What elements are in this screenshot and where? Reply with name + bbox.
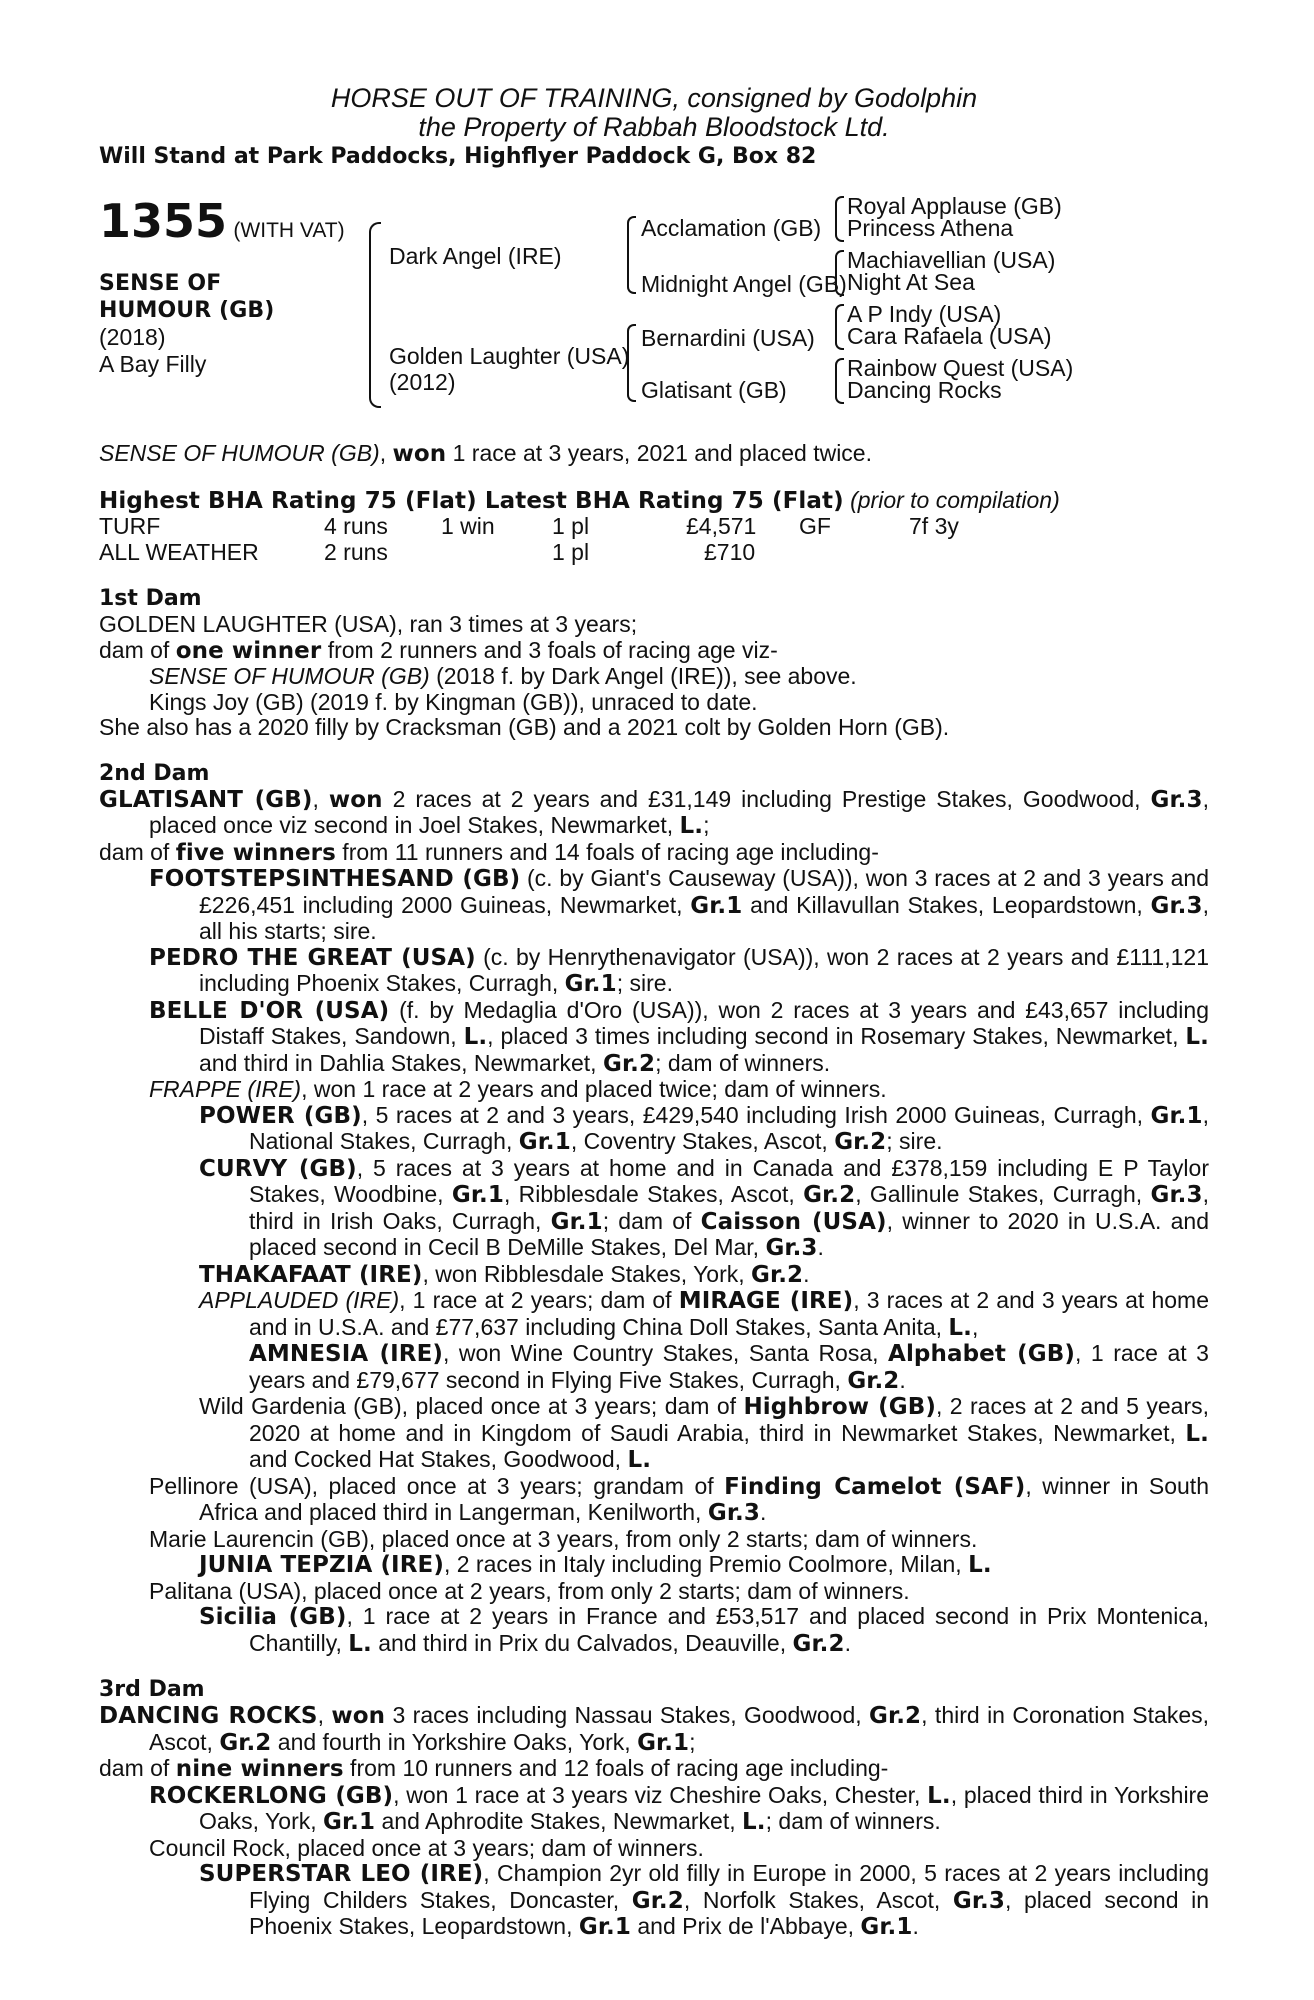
bold-text: Gr.2 (847, 1367, 900, 1394)
text-run: ; sire. (886, 1128, 943, 1154)
text-run: . (899, 1366, 906, 1393)
text-paragraph (99, 1861, 1209, 1941)
text-run: , won Ribblesdale Stakes, York, (422, 1260, 752, 1287)
bold-text: Caisson (USA) (700, 1208, 887, 1235)
bold-text: Gr.2 (834, 1129, 887, 1155)
text-run: , placed second in Phoenix Stakes, Leopardstown, (249, 1886, 1210, 1939)
bold-text: Gr.2 (751, 1261, 804, 1288)
bold-text: GLATISANT (GB) (99, 786, 313, 813)
text-run: , 5 races at 2 and 3 years, £429,540 including Irish 2000 Guineas, Curragh, (361, 1101, 1151, 1128)
text-run: , 3 races at 2 and 3 years at home and in U.S.A. and £77,637 including China Doll Stakes, Santa Anita, (249, 1287, 1209, 1340)
bold-text: JUNIA TEPZIA (IRE) (199, 1552, 444, 1578)
text-run: and third in Prix du Calvados, Deauville, (371, 1629, 793, 1656)
text-run: , National Stakes, Curragh, (249, 1101, 1209, 1154)
text-run: from 10 runners and 12 foals of racing age including- (343, 1755, 889, 1781)
bold-text: Gr.1 (1150, 1102, 1203, 1129)
text-run: 7f 3y (909, 513, 959, 539)
second-dam-section (99, 761, 1209, 1658)
text-paragraph (99, 1604, 1209, 1657)
text-run: from 2 runners and 3 foals of racing age viz- (321, 636, 778, 663)
text-paragraph (99, 1703, 1209, 1756)
text-run: . (803, 1260, 810, 1287)
bold-text: ROCKERLONG (GB) (149, 1782, 394, 1809)
text-paragraph (99, 866, 1209, 945)
text-run: Palitana (USA), placed once at 2 years, from only 2 starts; dam of winners. (149, 1577, 910, 1604)
text-run: , (972, 1313, 979, 1340)
text-run: 1 race at 3 years, 2021 and placed twice. (446, 440, 872, 466)
sire-dam-dam: Night At Sea (847, 269, 975, 295)
bold-text: SUPERSTAR LEO (IRE) (199, 1861, 484, 1887)
horse-identity (99, 270, 274, 378)
text-run: , Gallinule Stakes, Curragh, (855, 1181, 1151, 1207)
bold-text: CURVY (GB) (199, 1155, 357, 1182)
text-run: 2 runs (324, 539, 388, 565)
third-dam-section (99, 1677, 1209, 1941)
text-run: (c. by Giant's Causeway (USA)), won 3 races at 2 and 3 years and £226,451 including 2000 Guineas, Newmarket, (199, 865, 1209, 918)
text-run: ; sire. (616, 970, 673, 996)
dam-sire-dam: Cara Rafaela (USA) (847, 323, 1052, 349)
text-run: . (844, 1629, 851, 1656)
text-run: ; dam of winners. (655, 1049, 831, 1076)
record-row-all-weather (99, 540, 1209, 566)
third-dam-heading: 3rd Dam (99, 1677, 205, 1702)
bold-text: L. (348, 1630, 372, 1657)
text-paragraph (99, 638, 1209, 665)
text-run: and Cocked Hat Stakes, Goodwood, (249, 1446, 628, 1472)
lot-number (99, 196, 345, 246)
bold-text: L. (463, 1024, 488, 1050)
text-run: Council Rock, placed once at 3 years; dam of winners. (149, 1834, 704, 1861)
text-run: , won Wine Country Stakes, Santa Rosa, (443, 1340, 889, 1366)
sire-sire-dam: Princess Athena (847, 215, 1014, 241)
text-run: £4,571 (686, 513, 757, 539)
sire-sire: Acclamation (GB) (641, 215, 822, 241)
bracket-ss (835, 196, 844, 242)
bold-text: L. (968, 1552, 992, 1578)
bold-text: Gr.1 (550, 1208, 603, 1235)
text-run: and Prix de l'Abbaye, (630, 1913, 861, 1939)
text-run: , placed third in Yorkshire Oaks, York, (199, 1781, 1209, 1834)
bold-text: L. (742, 1809, 766, 1835)
text-run: , (312, 785, 329, 812)
text-run: GF (799, 513, 831, 539)
text-run: TURF (99, 513, 161, 539)
text-run: and Aphrodite Stakes, Newmarket, (375, 1808, 743, 1834)
catalogue-page (99, 84, 1209, 1941)
bold-text: Finding Camelot (SAF) (724, 1473, 1026, 1500)
text-run: , Champion 2yr old filly in Europe in 2000, 5 races at 2 years including Flying Childers Stakes, Doncaster, (249, 1860, 1209, 1913)
dam-dam-dam: Dancing Rocks (847, 377, 1002, 403)
bold-text: Gr.1 (451, 1182, 504, 1208)
dam-bracket (627, 324, 636, 402)
text-paragraph (99, 1783, 1209, 1836)
bold-text: won (392, 441, 447, 467)
text-run: (c. by Henrythenavigator (USA)), won 2 races at 2 years and £111,121 including Phoenix Stakes, Curragh, (199, 943, 1209, 996)
horse-name-line1: SENSE OF (99, 271, 222, 296)
text-run: , 1 race at 3 years and £79,677 second in Flying Five Stakes, Curragh, (249, 1340, 1209, 1393)
text-run: Wild Gardenia (GB), placed once at 3 years; dam of (199, 1393, 744, 1419)
bold-text: Gr.3 (1150, 892, 1203, 919)
bold-text: Gr.1 (564, 971, 617, 997)
bold-text: Gr.1 (518, 1129, 571, 1155)
text-run: , 1 race at 2 years in France and £53,517 and placed second in Prix Montenica, Chantilly, (249, 1603, 1209, 1656)
bracket-ds (835, 304, 844, 350)
bold-text: Gr.1 (860, 1914, 913, 1940)
text-paragraph (99, 1103, 1209, 1156)
bold-text: Highbrow (GB) (743, 1394, 937, 1420)
text-run: , Norfolk Stakes, Ascot, (683, 1886, 953, 1913)
bold-text: Gr.1 (578, 1914, 631, 1940)
bold-text: POWER (GB) (199, 1102, 362, 1129)
bold-text: L. (627, 1447, 652, 1473)
text-run: from 11 runners and 14 foals of racing age including- (335, 838, 879, 865)
text-run: , 2 races in Italy including Premio Coolmore, Milan, (443, 1551, 969, 1577)
bold-text: Gr.3 (765, 1235, 818, 1261)
text-run: . (912, 1913, 919, 1939)
text-run: , 2 races at 2 and 5 years, 2020 at home and in Kingdom of Saudi Arabia, third in Newmarket Stakes, Newmarket, (249, 1393, 1209, 1446)
text-paragraph (99, 840, 1209, 867)
text-run: , 1 race at 2 years; dam of (399, 1287, 679, 1313)
bold-text: MIRAGE (IRE) (678, 1288, 854, 1314)
text-paragraph (99, 1288, 1209, 1341)
race-summary (99, 441, 1209, 468)
bold-text: Gr.2 (869, 1703, 922, 1729)
dam-dam: Glatisant (GB) (641, 377, 787, 403)
bold-text: Sicilia (GB) (199, 1604, 347, 1630)
sire-sire-sire: Royal Applause (GB) (847, 193, 1062, 219)
bold-text: FOOTSTEPSINTHESAND (GB) (149, 866, 521, 892)
text-run: GOLDEN LAUGHTER (USA), ran 3 times at 3 years; (99, 611, 638, 637)
text-run: , third in Irish Oaks, Curragh, (249, 1181, 1209, 1234)
text-run: 1 win (441, 513, 495, 539)
italic-text: SENSE OF HUMOUR (GB) (99, 440, 380, 466)
bold-text: Gr.3 (1150, 1182, 1203, 1208)
record-row-turf (99, 514, 1209, 540)
text-paragraph (99, 998, 1209, 1078)
bold-text: Gr.1 (323, 1809, 376, 1835)
text-paragraph (99, 1341, 1209, 1394)
bold-text: Gr.3 (952, 1887, 1005, 1914)
sire-dam: Midnight Angel (GB) (641, 271, 847, 297)
text-run: . (759, 1499, 767, 1525)
text-run: 3 races including Nassau Stakes, Goodwood, (385, 1702, 870, 1728)
first-dam-section (99, 586, 1209, 741)
dam-dam-sire: Rainbow Quest (USA) (847, 355, 1074, 381)
text-run: , all his starts; sire. (199, 891, 1209, 944)
bold-text: Gr.2 (792, 1630, 845, 1657)
text-run: , winner to 2020 in U.S.A. and placed second in Cecil B DeMille Stakes, Del Mar, (249, 1207, 1209, 1260)
bold-text: DANCING ROCKS (99, 1703, 318, 1729)
text-run: , won 1 race at 2 years and placed twice; dam of winners. (301, 1076, 887, 1102)
text-run: , won 1 race at 3 years viz Cheshire Oaks, Chester, (393, 1781, 928, 1808)
bold-text: Gr.3 (1150, 786, 1203, 813)
italic-text: APPLAUDED (IRE) (199, 1287, 400, 1313)
sire-bracket (627, 216, 636, 294)
consignor-line: HORSE OUT OF TRAINING, consigned by Godolphin (330, 83, 978, 113)
bold-text: Gr.1 (637, 1729, 690, 1756)
sire-dam-sire: Machiavellian (USA) (847, 247, 1056, 273)
text-run: She also has a 2020 filly by Cracksman (GB) and a 2021 colt by Golden Horn (GB). (99, 714, 950, 740)
text-paragraph (99, 1394, 1209, 1474)
text-run: 1355 (99, 194, 228, 248)
bold-text: L. (948, 1314, 972, 1341)
dam-sire: Bernardini (USA) (641, 325, 815, 351)
text-run: , placed 3 times including second in Rosemary Stakes, Newmarket, (487, 1023, 1186, 1049)
bold-text: Gr.1 (690, 892, 743, 919)
text-paragraph (99, 1474, 1209, 1527)
bold-text: Gr.2 (219, 1729, 272, 1756)
text-run: dam of (99, 1755, 176, 1781)
bold-text: won (331, 1703, 386, 1729)
text-run: , (379, 440, 393, 466)
text-paragraph (99, 1756, 1209, 1783)
horse-description: A Bay Filly (99, 351, 207, 377)
italic-text: (prior to compilation) (843, 486, 1060, 513)
text-paragraph (99, 945, 1209, 998)
text-run: £710 (704, 539, 756, 565)
text-paragraph (99, 787, 1209, 840)
text-run: ; (703, 812, 710, 838)
bold-text: Gr.2 (631, 1887, 684, 1914)
text-run: , 5 races at 3 years at home and in Canada and £378,159 including E P Taylor Stakes, Woodbine, (249, 1154, 1209, 1207)
text-run: , winner in South Africa and placed third in Langerman, Kenilworth, (199, 1472, 1209, 1525)
text-paragraph (99, 1077, 1209, 1103)
text-paragraph (99, 1552, 1209, 1579)
rating-line (99, 488, 1209, 515)
horse-year: (2018) (99, 324, 166, 350)
text-run: , Coventry Stakes, Ascot, (570, 1128, 835, 1154)
text-run: ; (689, 1728, 696, 1755)
text-run: (f. by Medaglia d'Oro (USA)), won 2 races at 3 years and £43,657 including Distaff Stakes, Sandown, (199, 996, 1209, 1049)
horse-name-line2: HUMOUR (GB) (99, 298, 275, 323)
bold-text: L. (927, 1782, 951, 1809)
first-dam-heading: 1st Dam (99, 586, 202, 611)
text-run: (2018 f. by Dark Angel (IRE)), see above. (429, 663, 857, 689)
text-run: . (817, 1234, 824, 1260)
bold-text: THAKAFAAT (IRE) (199, 1261, 423, 1288)
text-run: and fourth in Yorkshire Oaks, York, (271, 1728, 638, 1755)
bracket-dd (835, 358, 844, 404)
bold-text: Highest BHA Rating 75 (Flat) Latest BHA Rating 75 (Flat) (99, 487, 844, 514)
bold-text: won (328, 786, 383, 813)
sire: Dark Angel (IRE) (389, 243, 562, 269)
text-run: Marie Laurencin (GB), placed once at 3 years, from only 2 starts; dam of winners. (149, 1525, 978, 1552)
text-run: (WITH VAT) (233, 219, 345, 242)
text-paragraph (99, 664, 1209, 690)
bold-text: BELLE D'OR (USA) (149, 997, 390, 1024)
text-run: , third in Coronation Stakes, Ascot, (149, 1702, 1209, 1755)
bold-text: Alphabet (GB) (888, 1341, 1076, 1367)
bold-text: L. (1185, 1024, 1209, 1050)
text-run: , placed once viz second in Joel Stakes, Newmarket, (149, 785, 1209, 838)
property-line: the Property of Rabbah Bloodstock Ltd. (418, 112, 890, 142)
text-run: 1 pl (552, 539, 590, 565)
text-run: and third in Dahlia Stakes, Newmarket, (199, 1049, 603, 1076)
bold-text: Gr.3 (707, 1500, 760, 1526)
pedigree-block (99, 186, 1209, 411)
text-run: ALL WEATHER (99, 539, 259, 565)
text-run: Kings Joy (GB) (2019 f. by Kingman (GB)), unraced to date. (149, 688, 758, 715)
text-run: , Ribblesdale Stakes, Ascot, (503, 1181, 804, 1207)
dam-year: (2012) (389, 369, 456, 395)
text-run: 1 pl (552, 513, 590, 539)
italic-text: SENSE OF HUMOUR (GB) (149, 663, 430, 689)
text-run: dam of (99, 838, 176, 865)
bold-text: five winners (175, 839, 336, 866)
bold-text: Gr.2 (803, 1182, 856, 1208)
dam: Golden Laughter (USA) (389, 343, 630, 369)
rating-block (99, 488, 1209, 567)
bold-text: Gr.2 (602, 1050, 656, 1077)
italic-text: FRAPPE (IRE) (149, 1076, 302, 1102)
bold-text: nine winners (175, 1756, 344, 1782)
text-run: 4 runs (324, 513, 388, 539)
pedigree-bracket (369, 222, 381, 408)
text-run: , (317, 1702, 332, 1728)
text-run: 2 races at 2 years and £31,149 including Prestige Stakes, Goodwood, (382, 785, 1151, 812)
bold-text: L. (1185, 1420, 1209, 1447)
text-run: Pellinore (USA), placed once at 3 years; grandam of (149, 1472, 725, 1499)
stand-location: Will Stand at Park Paddocks, Highflyer Paddock G, Box 82 (99, 144, 817, 169)
bold-text: one winner (175, 637, 322, 664)
text-paragraph (99, 1156, 1209, 1262)
text-paragraph (99, 1262, 1209, 1289)
text-run: and Killavullan Stakes, Leopardstown, (742, 891, 1151, 918)
bold-text: L. (679, 813, 704, 839)
bracket-sd (835, 250, 844, 296)
text-run: ; dam of winners. (765, 1808, 941, 1834)
text-run: dam of (99, 636, 176, 663)
bold-text: PEDRO THE GREAT (USA) (149, 944, 476, 971)
bold-text: AMNESIA (IRE) (249, 1341, 444, 1367)
dam-sire-sire: A P Indy (USA) (847, 301, 1002, 327)
text-run: ; dam of (602, 1207, 701, 1234)
second-dam-heading: 2nd Dam (99, 760, 210, 786)
